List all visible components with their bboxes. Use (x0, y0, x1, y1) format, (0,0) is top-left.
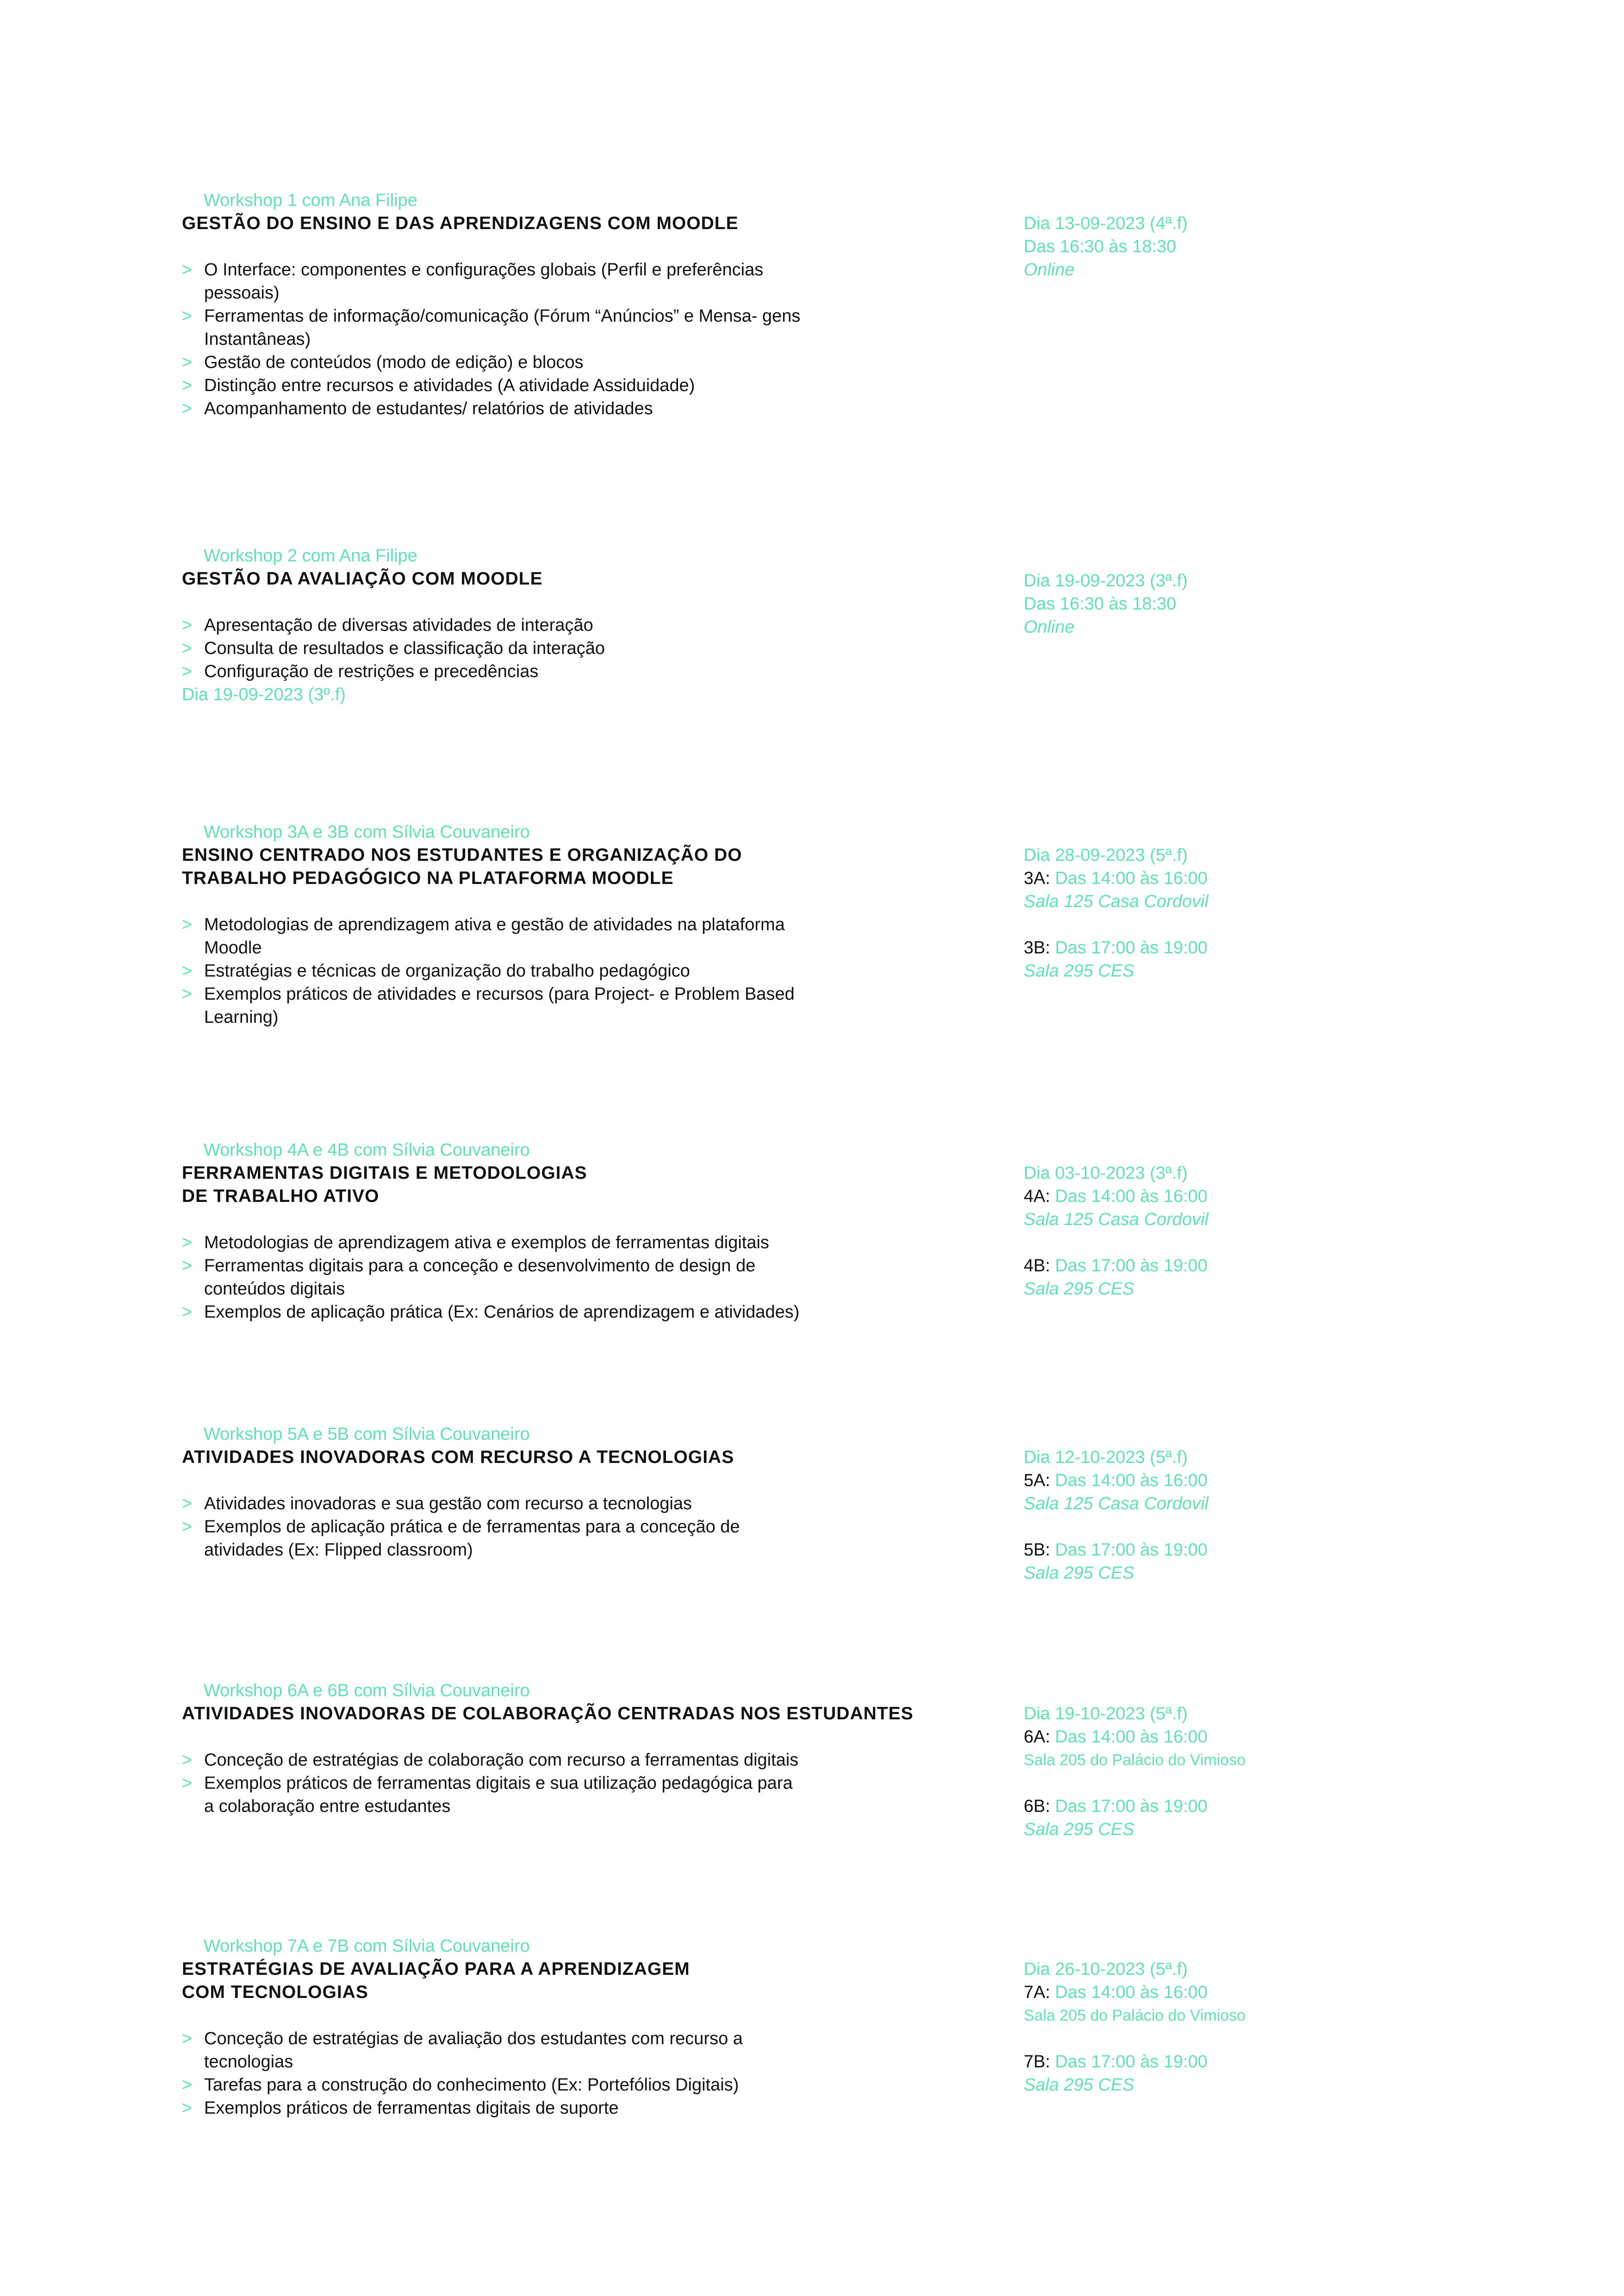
list-item: > Ferramentas de informação/comunicação (Fórum “Anúncios” e Mensa- gens Instantâneas) (182, 305, 801, 351)
workshop-intro: Workshop 7A e 7B com Sílvia Couvaneiro (204, 1936, 530, 1956)
workshop-title-line: DE TRABALHO ATIVO (182, 1186, 380, 1206)
session-time: Das 14:00 às 16:00 (1055, 1187, 1208, 1206)
schedule-place: Online (1024, 260, 1075, 280)
schedule (1024, 844, 1208, 983)
workshop-title-line: ATIVIDADES INOVADORAS DE COLABORAÇÃO CENTRADAS NOS ESTUDANTES (182, 1704, 914, 1724)
session-b (1024, 1254, 1208, 1277)
schedule-date: Dia 19-09-2023 (3ª.f) (1024, 571, 1188, 591)
spacer (1024, 1515, 1208, 1538)
session-label: 5A: (1024, 1471, 1051, 1490)
list-item: > Ferramentas digitais para a conceção e desenvolvimento de design de conteúdos digitais (182, 1254, 801, 1300)
chevron-right-icon: > (182, 1494, 193, 1513)
session-label: 5B: (1024, 1540, 1051, 1560)
session-time: Das 14:00 às 16:00 (1055, 869, 1208, 888)
list-item: > Atividades inovadoras e sua gestão com recurso a tecnologias (182, 1492, 801, 1515)
chevron-right-icon: > (182, 662, 193, 681)
schedule-date: Dia 26-10-2023 (5ª.f) (1024, 1960, 1188, 1979)
list-item: > Gestão de conteúdos (modo de edição) e blocos (182, 351, 801, 374)
chevron-right-icon: > (182, 639, 193, 658)
schedule-date: Dia 19-10-2023 (5ª.f) (1024, 1704, 1188, 1724)
session-time: Das 14:00 às 16:00 (1055, 1727, 1208, 1747)
schedule (1024, 1162, 1208, 1300)
session-a (1024, 1469, 1208, 1492)
session-place: Sala 205 do Palácio do Vimioso (1024, 2007, 1246, 2024)
schedule-place: Online (1024, 617, 1075, 637)
chevron-right-icon: > (182, 1233, 193, 1252)
workshop-title (182, 1446, 969, 1469)
chevron-right-icon: > (182, 2098, 193, 2118)
schedule (1024, 1702, 1245, 1841)
workshop-title-line: ESTRATÉGIAS DE AVALIAÇÃO PARA A APRENDIZAGEM (182, 1959, 690, 1979)
chevron-right-icon: > (182, 306, 193, 326)
session-time: Das 17:00 às 19:00 (1055, 938, 1208, 958)
session-a (1024, 867, 1208, 890)
schedule-time: Das 16:30 às 18:30 (1024, 594, 1176, 614)
workshop-title-line: COM TECNOLOGIAS (182, 1982, 368, 2002)
session-b (1024, 1538, 1208, 1562)
session-label: 7A: (1024, 1983, 1051, 2002)
workshop-intro: Workshop 3A e 3B com Sílvia Couvaneiro (204, 822, 530, 842)
session-label: 6B: (1024, 1797, 1051, 1816)
workshop-extra-date: Dia 19-09-2023 (3º.f) (182, 685, 346, 704)
list-item: > Apresentação de diversas atividades de interação (182, 614, 801, 637)
list-item: > Exemplos de aplicação prática e de ferramentas para a conceção de atividades (Ex: Flipped classroom) (182, 1515, 801, 1562)
session-label: 6A: (1024, 1727, 1051, 1747)
spacer (1024, 2027, 1245, 2050)
chevron-right-icon: > (182, 1256, 193, 1276)
session-label: 4A: (1024, 1187, 1051, 1206)
schedule (1024, 1446, 1208, 1585)
list-item: > Conceção de estratégias de colaboração com recurso a ferramentas digitais (182, 1748, 801, 1772)
session-time: Das 17:00 às 19:00 (1055, 1256, 1208, 1276)
workshop-title-line: ATIVIDADES INOVADORAS COM RECURSO A TECNOLOGIAS (182, 1447, 734, 1467)
list-item: > Estratégias e técnicas de organização do trabalho pedagógico (182, 959, 801, 983)
chevron-right-icon: > (182, 1517, 193, 1537)
list-item: > Metodologias de aprendizagem ativa e gestão de atividades na plataforma Moodle (182, 913, 801, 959)
session-place: Sala 295 CES (1024, 961, 1134, 981)
session-place: Sala 295 CES (1024, 2075, 1134, 2095)
schedule (1024, 569, 1188, 639)
workshop-title (182, 1958, 969, 2004)
topic-list (182, 258, 801, 420)
schedule (1024, 212, 1188, 281)
workshop-title (182, 1162, 969, 1208)
workshop-intro: Workshop 2 com Ana Filipe (204, 546, 417, 566)
session-time: Das 17:00 às 19:00 (1055, 2052, 1208, 2072)
schedule-time: Das 16:30 às 18:30 (1024, 237, 1176, 256)
list-item: > Acompanhamento de estudantes/ relatórios de atividades (182, 397, 801, 420)
session-time: Das 14:00 às 16:00 (1055, 1983, 1208, 2002)
schedule-date: Dia 12-10-2023 (5ª.f) (1024, 1448, 1188, 1467)
session-a (1024, 1185, 1208, 1208)
workshop-title (182, 567, 969, 591)
chevron-right-icon: > (182, 984, 193, 1004)
schedule (1024, 1958, 1245, 2097)
session-place: Sala 295 CES (1024, 1279, 1134, 1299)
list-item: > Tarefas para a construção do conhecimento (Ex: Portefólios Digitais) (182, 2073, 801, 2097)
spacer (1024, 913, 1208, 936)
session-b (1024, 2050, 1245, 2073)
chevron-right-icon: > (182, 915, 193, 934)
session-label: 4B: (1024, 1256, 1051, 1276)
chevron-right-icon: > (182, 260, 193, 280)
list-item: > Exemplos práticos de ferramentas digitais e sua utilização pedagógica para a colaboração entre estudantes (182, 1772, 801, 1818)
session-time: Das 17:00 às 19:00 (1055, 1540, 1208, 1560)
workshop-title-line: GESTÃO DO ENSINO E DAS APRENDIZAGENS COM MOODLE (182, 213, 739, 233)
session-b (1024, 1795, 1245, 1818)
chevron-right-icon: > (182, 1302, 193, 1322)
list-item: > Conceção de estratégias de avaliação dos estudantes com recurso a tecnologias (182, 2027, 801, 2073)
session-label: 3A: (1024, 869, 1051, 888)
topic-list (182, 1231, 801, 1324)
session-place: Sala 205 do Palácio do Vimioso (1024, 1751, 1246, 1769)
schedule-date: Dia 03-10-2023 (3ª.f) (1024, 1164, 1188, 1183)
workshop-intro: Workshop 4A e 4B com Sílvia Couvaneiro (204, 1140, 530, 1160)
chevron-right-icon: > (182, 353, 193, 372)
session-a (1024, 1725, 1245, 1748)
workshop-title-line: TRABALHO PEDAGÓGICO NA PLATAFORMA MOODLE (182, 868, 674, 888)
session-place: Sala 295 CES (1024, 1563, 1134, 1583)
list-item: > Exemplos práticos de ferramentas digitais de suporte (182, 2097, 801, 2120)
list-item: > Configuração de restrições e precedências (182, 660, 801, 683)
chevron-right-icon: > (182, 616, 193, 635)
topic-list (182, 913, 801, 1029)
chevron-right-icon: > (182, 961, 193, 981)
workshop-intro: Workshop 1 com Ana Filipe (204, 191, 417, 210)
schedule-date: Dia 28-09-2023 (5ª.f) (1024, 846, 1188, 865)
topic-list (182, 2027, 801, 2120)
list-item: > Exemplos práticos de atividades e recursos (para Project- e Problem Based Learning) (182, 983, 801, 1029)
workshop-intro: Workshop 6A e 6B com Sílvia Couvaneiro (204, 1681, 530, 1700)
chevron-right-icon: > (182, 1773, 193, 1793)
list-item: > Metodologias de aprendizagem ativa e exemplos de ferramentas digitais (182, 1231, 801, 1254)
chevron-right-icon: > (182, 2029, 193, 2048)
spacer (1024, 1772, 1245, 1795)
schedule-date: Dia 13-09-2023 (4ª.f) (1024, 214, 1188, 233)
workshop-title (182, 844, 969, 890)
topic-list (182, 1748, 801, 1818)
list-item: > Consulta de resultados e classificação da interação (182, 637, 801, 660)
session-place: Sala 125 Casa Cordovil (1024, 892, 1209, 911)
session-time: Das 14:00 às 16:00 (1055, 1471, 1208, 1490)
chevron-right-icon: > (182, 1750, 193, 1770)
session-place: Sala 125 Casa Cordovil (1024, 1210, 1209, 1229)
session-label: 3B: (1024, 938, 1051, 958)
list-item: > Distinção entre recursos e atividades (A atividade Assiduidade) (182, 374, 801, 397)
list-item: > O Interface: componentes e configurações globais (Perfil e preferências pessoais) (182, 258, 801, 305)
session-place: Sala 295 CES (1024, 1820, 1134, 1839)
topic-list (182, 614, 801, 683)
session-place: Sala 125 Casa Cordovil (1024, 1494, 1209, 1513)
chevron-right-icon: > (182, 399, 193, 418)
session-label: 7B: (1024, 2052, 1051, 2072)
session-a (1024, 1981, 1245, 2004)
workshop-title-line: GESTÃO DA AVALIAÇÃO COM MOODLE (182, 569, 543, 589)
session-time: Das 17:00 às 19:00 (1055, 1797, 1208, 1816)
list-item: > Exemplos de aplicação prática (Ex: Cenários de aprendizagem e atividades) (182, 1300, 801, 1324)
workshop-intro: Workshop 5A e 5B com Sílvia Couvaneiro (204, 1425, 530, 1444)
workshop-title (182, 212, 969, 235)
chevron-right-icon: > (182, 376, 193, 395)
session-b (1024, 936, 1208, 959)
workshop-title-line: FERRAMENTAS DIGITAIS E METODOLOGIAS (182, 1163, 587, 1183)
chevron-right-icon: > (182, 2075, 193, 2095)
workshop-title-line: ENSINO CENTRADO NOS ESTUDANTES E ORGANIZAÇÃO DO (182, 845, 742, 865)
topic-list (182, 1492, 801, 1562)
spacer (1024, 1231, 1208, 1254)
workshop-title (182, 1702, 969, 1725)
